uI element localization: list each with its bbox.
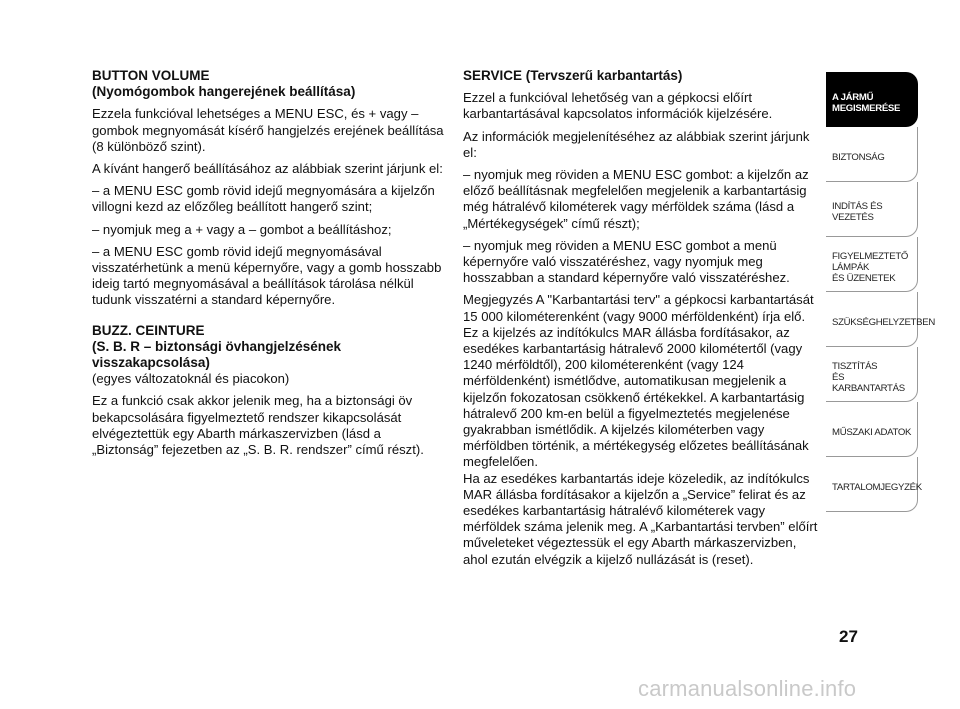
paragraph: Ezzela funkcióval lehetséges a MENU ESC, és + vagy – gombok megnyomását kísérő hangjelzés erejének beállítása (8 különböző szint). [92, 106, 444, 154]
section-subtitle-buzz-ceinture: (S. B. R – biztonsági övhangjelzésének visszakapcsolása) [92, 338, 342, 371]
right-column [463, 68, 821, 574]
section-note: (egyes változatoknál és piacokon) [92, 371, 290, 387]
section-title-button-volume: BUTTON VOLUME [92, 68, 210, 83]
tab-label: BIZTONSÁG [832, 151, 885, 163]
page-number: 27 [839, 627, 858, 646]
tab-biztonsag[interactable] [826, 127, 918, 182]
tab-tartalomjegyzek[interactable] [826, 457, 922, 512]
chapter-nav [826, 72, 935, 512]
tab-tisztitas-es-karbantartas[interactable] [826, 347, 918, 402]
section-title-service: SERVICE (Tervszerű karbantartás) [463, 68, 683, 83]
paragraph: – a MENU ESC gomb rövid idejű megnyomásával visszatérhetünk a menü képernyőre, vagy a gomb hosszabb ideig tartó megnyomásával a beállítások tárolása nélkül tudunk visszatérni a standard képernyőre. [92, 243, 442, 308]
watermark: carmanualsonline.info [638, 676, 857, 701]
tab-a-jarmu-megismerese[interactable] [826, 72, 918, 127]
section-title-buzz-ceinture: BUZZ. CEINTURE [92, 322, 205, 338]
tab-label: FIGYELMEZTETŐ LÁMPÁK ÉS ÜZENETEK [832, 250, 909, 284]
paragraph: – a MENU ESC gomb rövid idejű megnyomására a kijelzőn villogni kezd az előzőleg beállított hangerő szint; [92, 183, 435, 215]
paragraph: – nyomjuk meg röviden a MENU ESC gombot: a kijelzőn az előző beállításnak megfelelően megjelenik a karbantartásig még hátralévő kilométerek vagy mérföldek száma (lásd a „Mértékegységek” című részt); [463, 167, 809, 231]
paragraph: Megjegyzés A "Karbantartási terv" a gépkocsi karbantartását 15 000 kilométerenként (vagy 9000 mérföldenként) írja elő. Ez a kijelzés az indítókulcs MAR állásba fordításakor, az esedékes karbantartásig hátralevő 2000 kilométertől (vagy 1240 mérföldtől), 200 kilométerenként (vagy 124 mérföldenként) ismétlődve, automatikusan megjelenik a kijelzőn fokozatosan csökkenő értékekkel. A karbantartásig hátralevő 200 km-en belül a figyelmeztetés megjelenése gyakrabban ismétlődik. A kijelzés kilométerben vagy mérföldben történik, a mértékegység előzetes beállításának megfelelően. [463, 292, 814, 470]
tab-label: TISZTÍTÁS ÉS KARBANTARTÁS [832, 360, 905, 394]
tab-inditas-es-vezetes[interactable] [826, 182, 918, 237]
left-column [92, 68, 448, 464]
paragraph: Ha az esedékes karbantartás ideje közeledik, az indítókulcs MAR állásba fordításakor a kijelzőn a „Service” felirat és az esedékes karbantartásig hátralévő kilométerek vagy mérföldek száma jelenik meg. A „Karbantartási tervben” előírt műveleteket végeztessük el egy Abarth márkaszervizben, ahol ezután elvégzik a kijelző nullázását is (reset). [463, 470, 818, 567]
paragraph: – nyomjuk meg röviden a MENU ESC gombot a menü képernyőre való visszatéréshez, vagy nyomjuk meg hosszabban a standard képernyőre való visszatéréshez. [463, 237, 790, 286]
tab-label: INDÍTÁS ÉS VEZETÉS [832, 201, 883, 223]
section-subtitle-button-volume: (Nyomógombok hangerejének beállítása) [92, 84, 356, 100]
tab-figyelmezteto-lampak[interactable] [826, 237, 918, 292]
paragraph: Ez a funkció csak akkor jelenik meg, ha a biztonsági öv bekapcsolására figyelmeztető rendszer kikapcsolását elvégeztettük egy Abarth márkaszervizben (lásd a „Biztonság” fejezetben az „S. B. R. rendszer” című részt). [92, 393, 424, 458]
paragraph: A kívánt hangerő beállításához az alábbiak szerint járjunk el: [92, 161, 443, 177]
tab-label: TARTALOMJEGYZÉK [832, 481, 922, 493]
paragraph: Az információk megjelenítéséhez az alábbiak szerint járjunk el: [463, 128, 810, 160]
tab-muszaki-adatok[interactable] [826, 402, 918, 457]
paragraph: – nyomjuk meg a + vagy a – gombot a beállításhoz; [92, 221, 392, 237]
tab-label: A JÁRMŰ MEGISMERÉSE [832, 91, 901, 114]
tab-label: SZÜKSÉGHELYZETBEN [832, 316, 935, 328]
tab-szukseghelyzetben[interactable] [826, 292, 935, 347]
tab-label: MŰSZAKI ADATOK [832, 426, 912, 438]
paragraph: Ezzel a funkcióval lehetőség van a gépkocsi előírt karbantartásával kapcsolatos információk kijelzésére. [463, 90, 773, 122]
